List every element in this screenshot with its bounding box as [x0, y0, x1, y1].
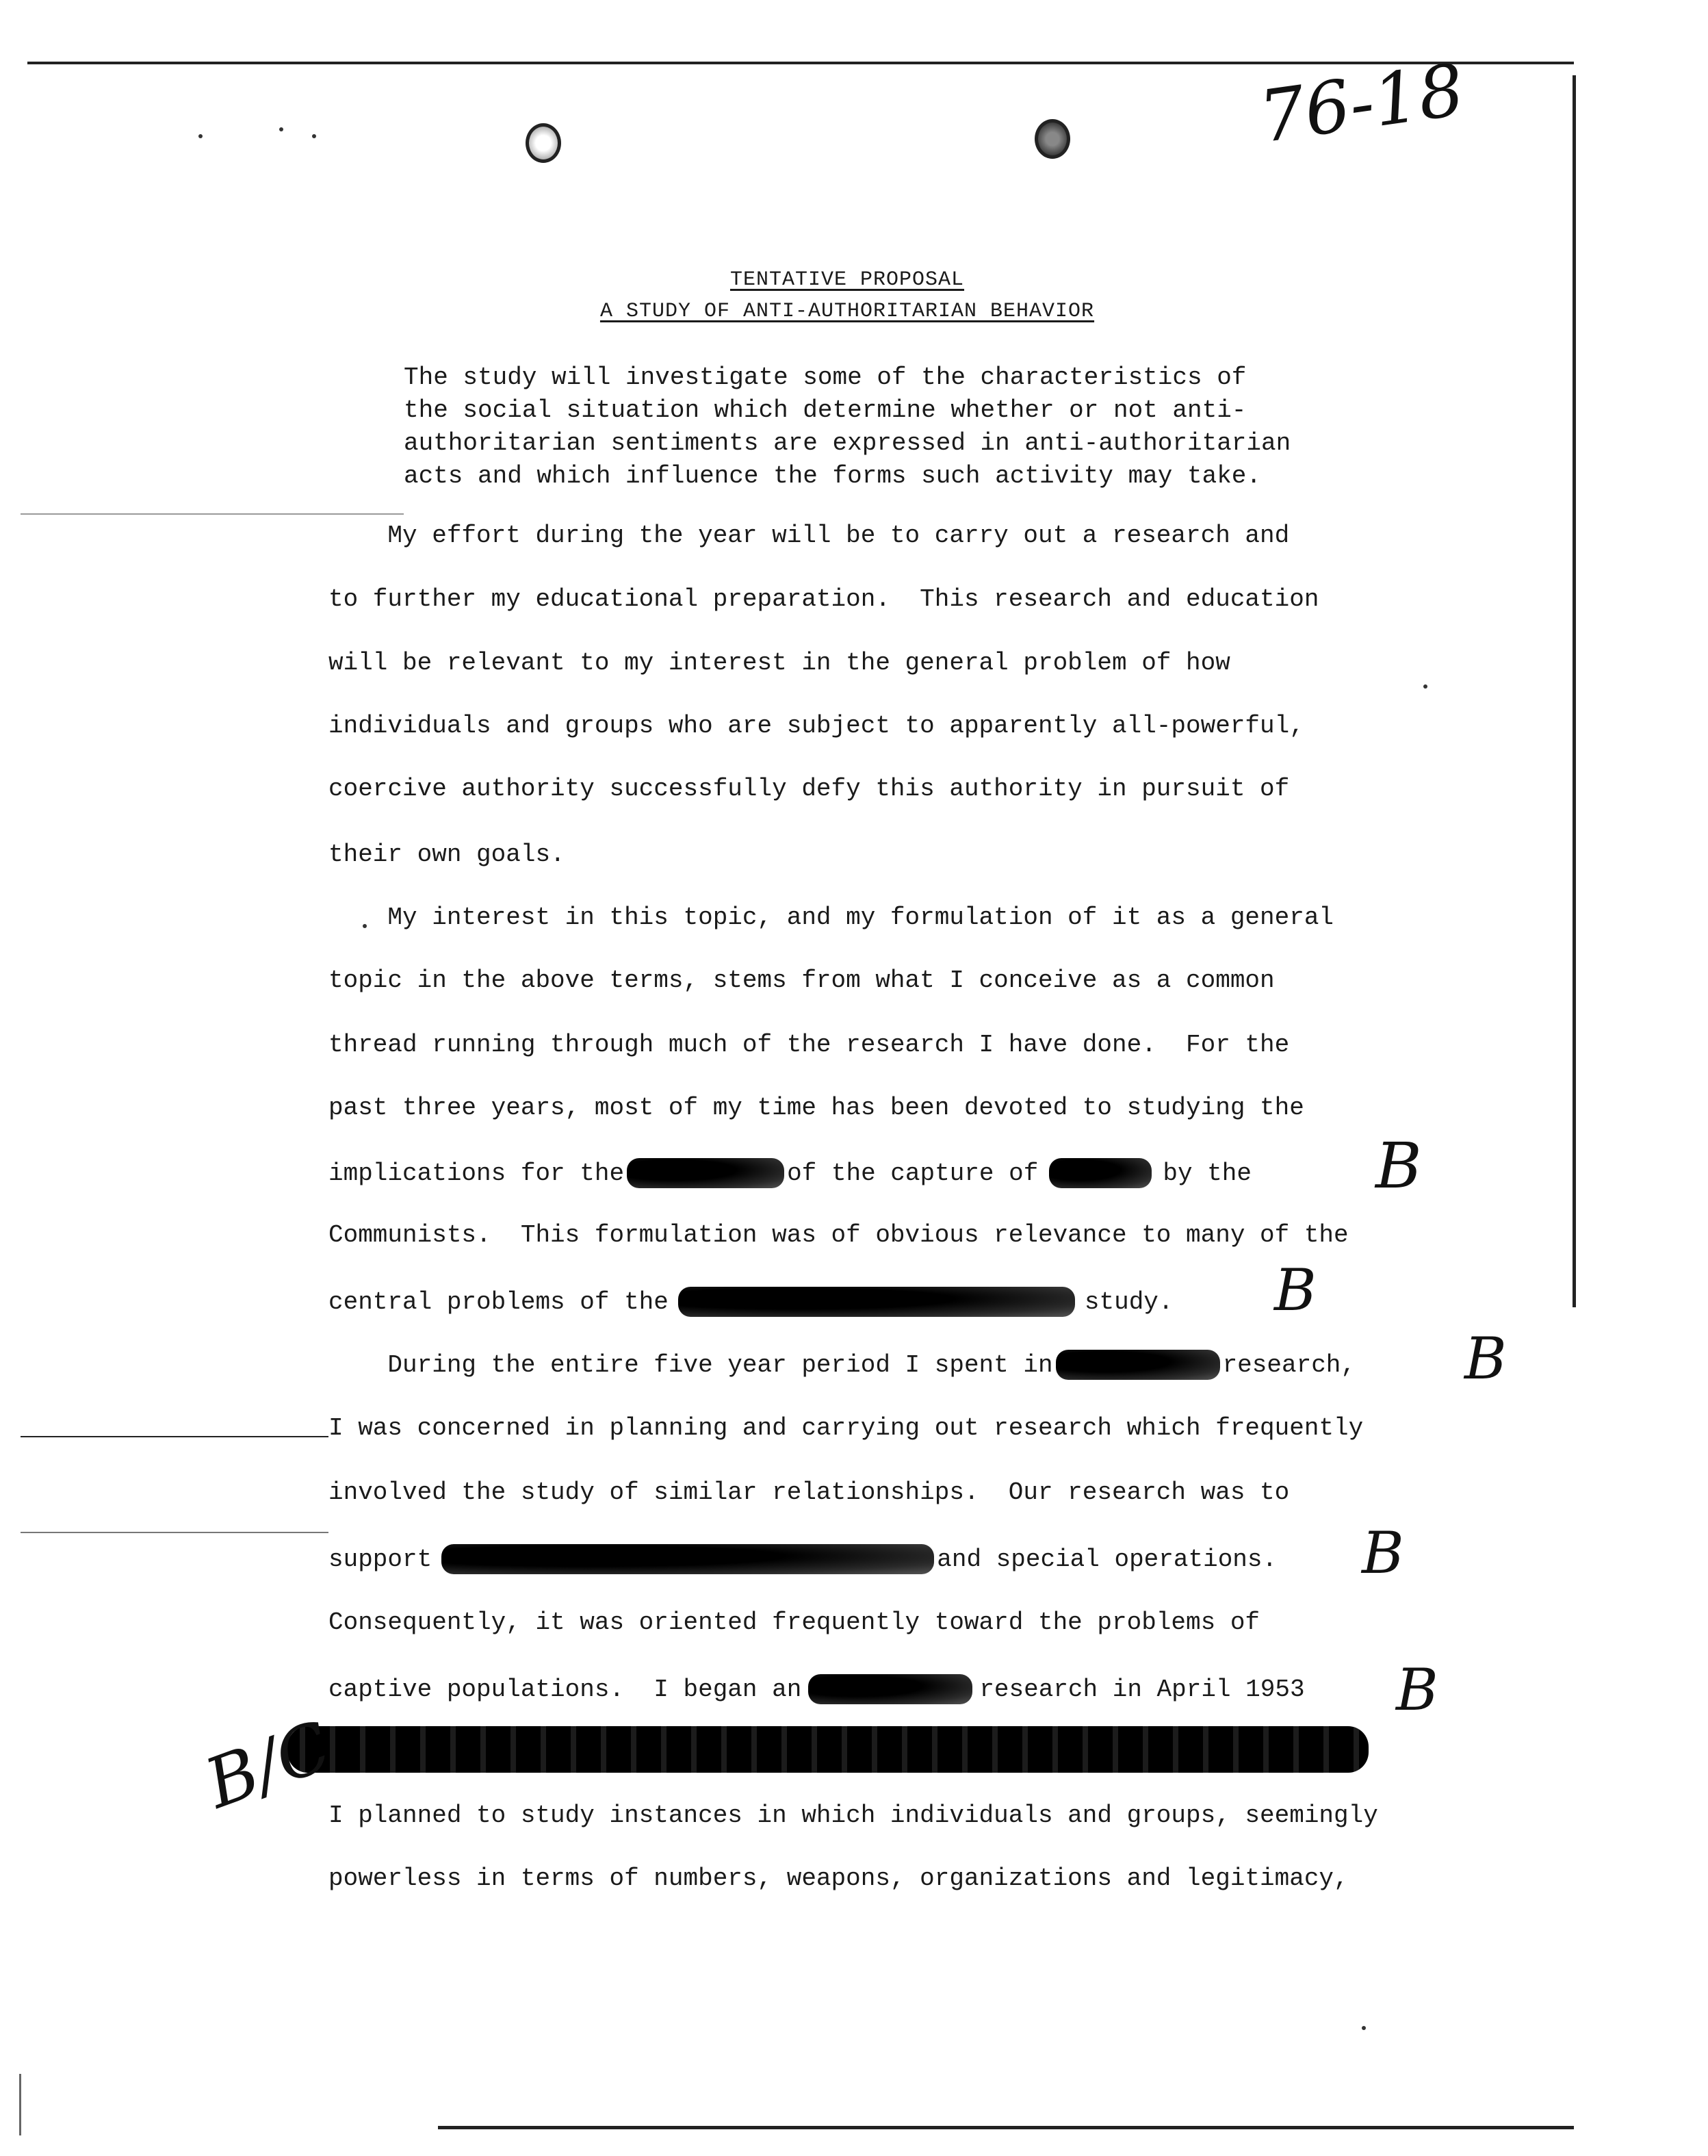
body-line: I planned to study instances in which individuals and groups, seemingly	[328, 1801, 1378, 1830]
body-text: and special operations.	[937, 1545, 1278, 1574]
body-line-redacted	[328, 1158, 1252, 1188]
left-margin-line-3	[21, 513, 404, 515]
body-line-redacted	[328, 1544, 1277, 1574]
handwritten-mark-b: B	[1375, 1129, 1422, 1203]
abstract-line: The study will investigate some of the characteristics of	[404, 363, 1247, 392]
handwritten-mark-bc: B/C	[195, 1706, 341, 1824]
document-subtitle: A STUDY OF ANTI-AUTHORITARIAN BEHAVIOR	[599, 300, 1095, 323]
redaction-block	[678, 1287, 1075, 1317]
body-line: coercive authority successfully defy this authority in pursuit of	[328, 775, 1290, 803]
abstract-paragraph	[404, 361, 1375, 493]
body-line: powerless in terms of numbers, weapons, organizations and legitimacy,	[328, 1864, 1349, 1892]
body-text: by the	[1163, 1159, 1252, 1188]
body-line-redacted	[328, 1350, 1356, 1380]
body-line: past three years, most of my time has been devoted to studying the	[328, 1094, 1304, 1122]
right-edge-rule	[1573, 75, 1576, 1307]
bottom-rule	[438, 2126, 1574, 2129]
body-line: thread running through much of the research I have done. For the	[328, 1031, 1290, 1059]
body-line: I was concerned in planning and carrying out research which frequently	[328, 1414, 1364, 1442]
body-line: individuals and groups who are subject to apparently all-powerful,	[328, 712, 1304, 740]
body-line: My interest in this topic, and my formulation of it as a general	[328, 903, 1334, 932]
left-margin-line-1	[21, 1436, 328, 1437]
handwritten-page-number: 76-18	[1254, 47, 1469, 159]
scan-speck	[198, 134, 203, 138]
left-bottom-tick	[19, 2074, 21, 2135]
body-line-redacted	[328, 1287, 1174, 1317]
body-line: Communists. This formulation was of obvious relevance to many of the	[328, 1221, 1349, 1249]
body-text: study.	[1084, 1288, 1174, 1316]
redaction-block	[1049, 1158, 1152, 1188]
body-text: research,	[1222, 1351, 1356, 1379]
body-text: During the entire five year period I spent in	[328, 1351, 1053, 1379]
handwritten-mark-b: B	[1274, 1257, 1317, 1324]
document-title: TENTATIVE PROPOSAL	[729, 268, 965, 292]
handwritten-mark-b: B	[1362, 1519, 1404, 1587]
body-line-redacted	[328, 1674, 1305, 1704]
body-line: involved the study of similar relationships. Our research was to	[328, 1478, 1290, 1506]
left-margin-line-2	[21, 1532, 328, 1533]
body-line: their own goals.	[328, 840, 565, 869]
punch-hole-right	[1035, 119, 1070, 159]
scan-speck	[1362, 2026, 1366, 2030]
redaction-block	[808, 1674, 972, 1704]
scan-speck	[279, 127, 283, 131]
body-line: topic in the above terms, stems from what I conceive as a common	[328, 966, 1275, 994]
body-line: Consequently, it was oriented frequently toward the problems of	[328, 1608, 1260, 1637]
body-line: to further my educational preparation. This research and education	[328, 585, 1319, 613]
scan-speck	[312, 134, 316, 138]
redaction-block	[1056, 1350, 1220, 1380]
body-text: central problems of the	[328, 1288, 669, 1316]
body-text: support	[328, 1545, 432, 1574]
abstract-line: acts and which influence the forms such activity may take.	[404, 462, 1262, 490]
body-line: will be relevant to my interest in the general problem of how	[328, 649, 1230, 677]
body-line: My effort during the year will be to carry out a research and	[328, 522, 1290, 550]
body-text: implications for the	[328, 1159, 625, 1188]
body-text: of the capture of	[787, 1159, 1039, 1188]
punch-hole-left	[526, 123, 561, 163]
abstract-line: the social situation which determine whether or not anti-	[404, 396, 1247, 424]
redaction-block	[627, 1158, 784, 1188]
body-text: research in April 1953	[979, 1676, 1305, 1704]
redaction-block	[441, 1544, 934, 1574]
abstract-line: authoritarian sentiments are expressed in anti-authoritarian	[404, 429, 1291, 457]
scan-speck	[1423, 684, 1427, 689]
handwritten-mark-b: B	[1396, 1656, 1438, 1723]
body-text: captive populations. I began an	[328, 1676, 802, 1704]
redaction-block-full-line	[287, 1726, 1369, 1773]
handwritten-mark-b: B	[1464, 1325, 1507, 1392]
